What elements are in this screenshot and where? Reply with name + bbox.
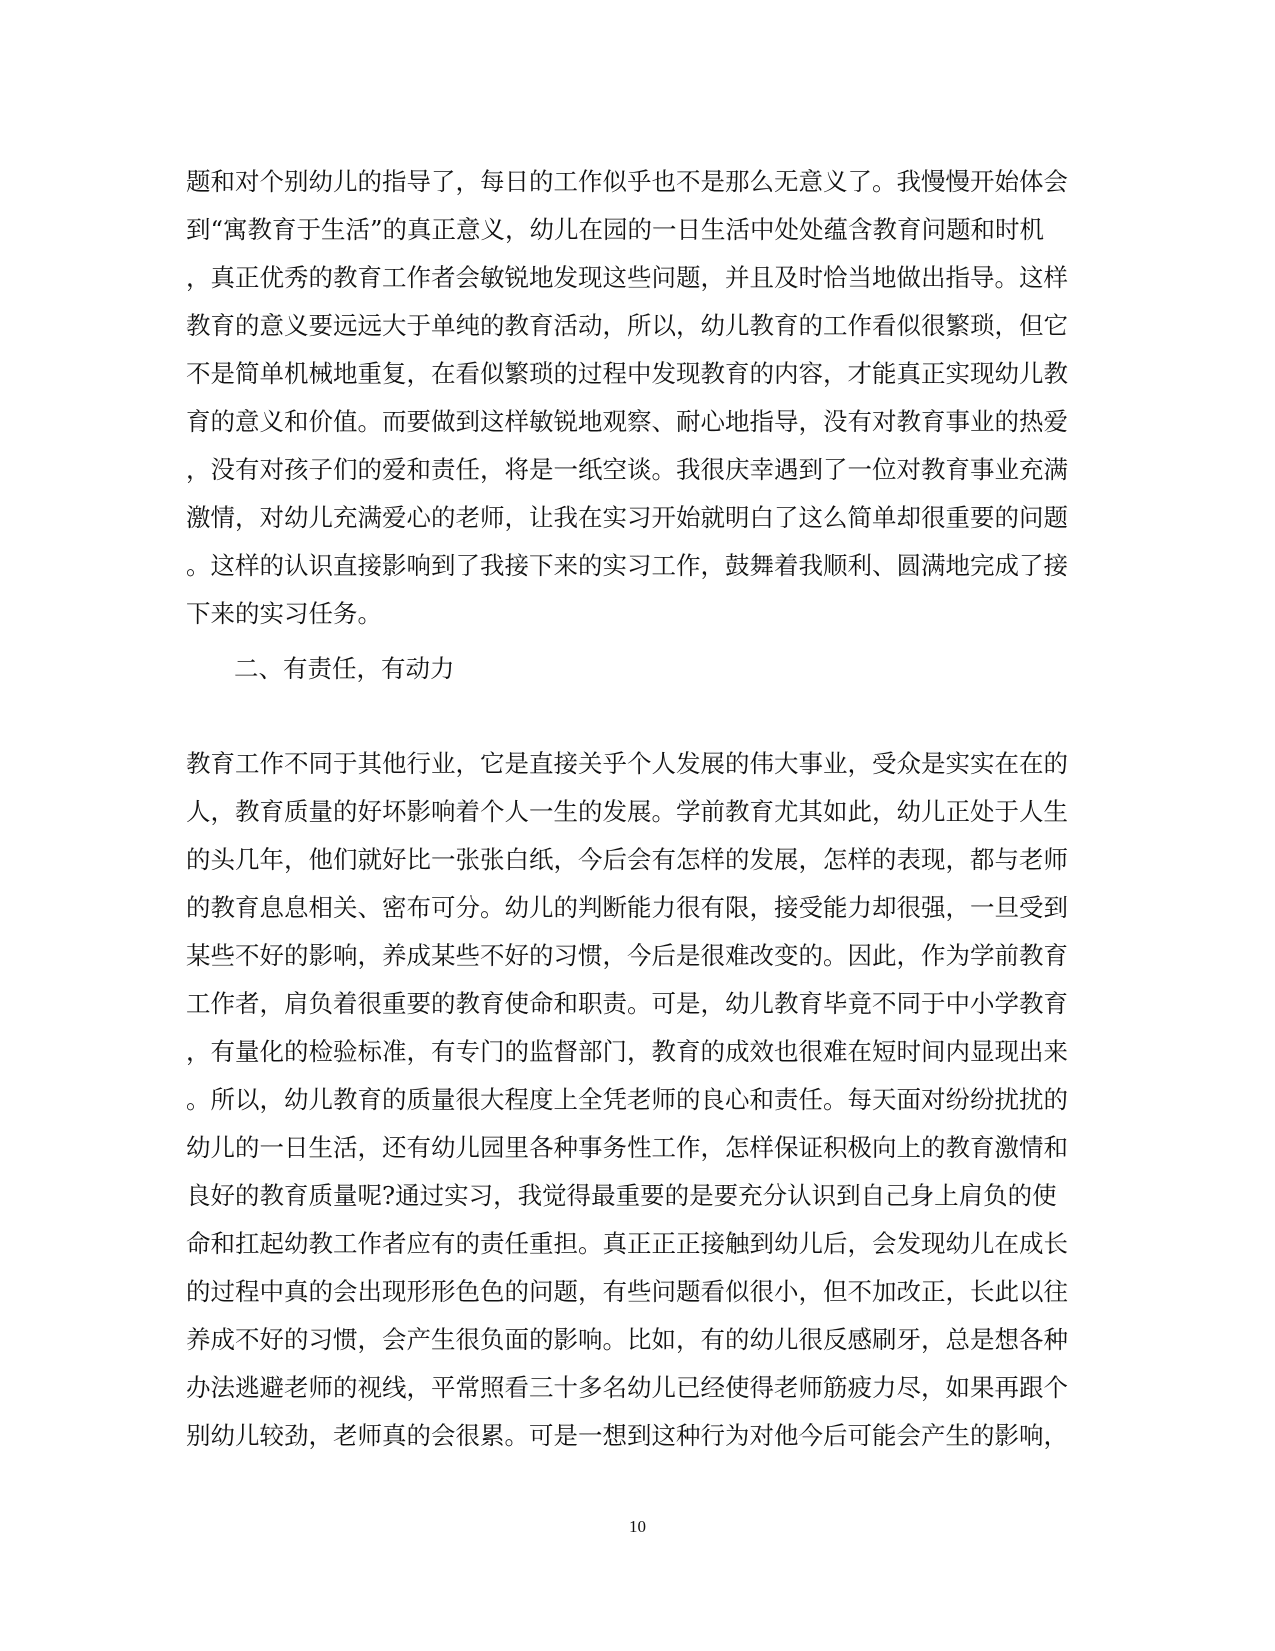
text-line: 到“寓教育于生活”的真正意义，幼儿在园的一日生活中处处蕴含教育问题和时机 xyxy=(186,215,1045,244)
text-line: 工作者，肩负着很重要的教育使命和职责。可是，幼儿教育毕竟不同于中小学教育 xyxy=(186,989,1068,1018)
text-line: 某些不好的影响，养成某些不好的习惯，今后是很难改变的。因此，作为学前教育 xyxy=(186,941,1068,970)
text-line: ，真正优秀的教育工作者会敏锐地发现这些问题，并且及时恰当地做出指导。这样 xyxy=(186,263,1068,292)
text-line: ，有量化的检验标准，有专门的监督部门，教育的成效也很难在短时间内显现出来 xyxy=(186,1037,1068,1066)
text-line: 。所以，幼儿教育的质量很大程度上全凭老师的良心和责任。每天面对纷纷扰扰的 xyxy=(186,1085,1068,1114)
text-line: 别幼儿较劲，老师真的会很累。可是一想到这种行为对他今后可能会产生的影响， xyxy=(186,1421,1068,1450)
section-heading: 二、有责任，有动力 xyxy=(234,654,455,683)
text-line: 教育的意义要远远大于单纯的教育活动，所以，幼儿教育的工作看似很繁琐，但它 xyxy=(186,311,1068,340)
text-line: ，没有对孩子们的爱和责任，将是一纸空谈。我很庆幸遇到了一位对教育事业充满 xyxy=(186,455,1068,484)
text-line: 的过程中真的会出现形形色色的问题，有些问题看似很小，但不加改正，长此以往 xyxy=(186,1277,1068,1306)
text-line: 人，教育质量的好坏影响着个人一生的发展。学前教育尤其如此，幼儿正处于人生 xyxy=(186,797,1068,826)
text-line: 教育工作不同于其他行业，它是直接关乎个人发展的伟大事业，受众是实实在在的 xyxy=(186,749,1068,778)
text-line: 不是简单机械地重复，在看似繁琐的过程中发现教育的内容，才能真正实现幼儿教 xyxy=(186,359,1068,388)
text-line: 的教育息息相关、密布可分。幼儿的判断能力很有限，接受能力却很强，一旦受到 xyxy=(186,893,1068,922)
text-line: 良好的教育质量呢?通过实习，我觉得最重要的是要充分认识到自己身上肩负的使 xyxy=(186,1181,1057,1210)
text-line: 办法逃避老师的视线，平常照看三十多名幼儿已经使得老师筋疲力尽，如果再跟个 xyxy=(186,1373,1068,1402)
text-line: 题和对个别幼儿的指导了，每日的工作似乎也不是那么无意义了。我慢慢开始体会 xyxy=(186,167,1068,196)
text-line: 育的意义和价值。而要做到这样敏锐地观察、耐心地指导，没有对教育事业的热爱 xyxy=(186,407,1068,436)
text-line: 的头几年，他们就好比一张张白纸，今后会有怎样的发展，怎样的表现，都与老师 xyxy=(186,845,1068,874)
page-number: 10 xyxy=(629,1517,646,1536)
body-paragraph-1 xyxy=(186,158,1086,638)
text-line: 命和扛起幼教工作者应有的责任重担。真正正正接触到幼儿后，会发现幼儿在成长 xyxy=(186,1229,1068,1258)
text-line: 幼儿的一日生活，还有幼儿园里各种事务性工作，怎样保证积极向上的教育激情和 xyxy=(186,1133,1068,1162)
text-line: 激情，对幼儿充满爱心的老师，让我在实习开始就明白了这么简单却很重要的问题 xyxy=(186,503,1068,532)
text-line: 下来的实习任务。 xyxy=(186,599,382,628)
body-paragraph-2 xyxy=(186,740,1086,1460)
text-line: 养成不好的习惯，会产生很负面的影响。比如，有的幼儿很反感刷牙，总是想各种 xyxy=(186,1325,1068,1354)
text-line: 。这样的认识直接影响到了我接下来的实习工作，鼓舞着我顺利、圆满地完成了接 xyxy=(186,551,1068,580)
